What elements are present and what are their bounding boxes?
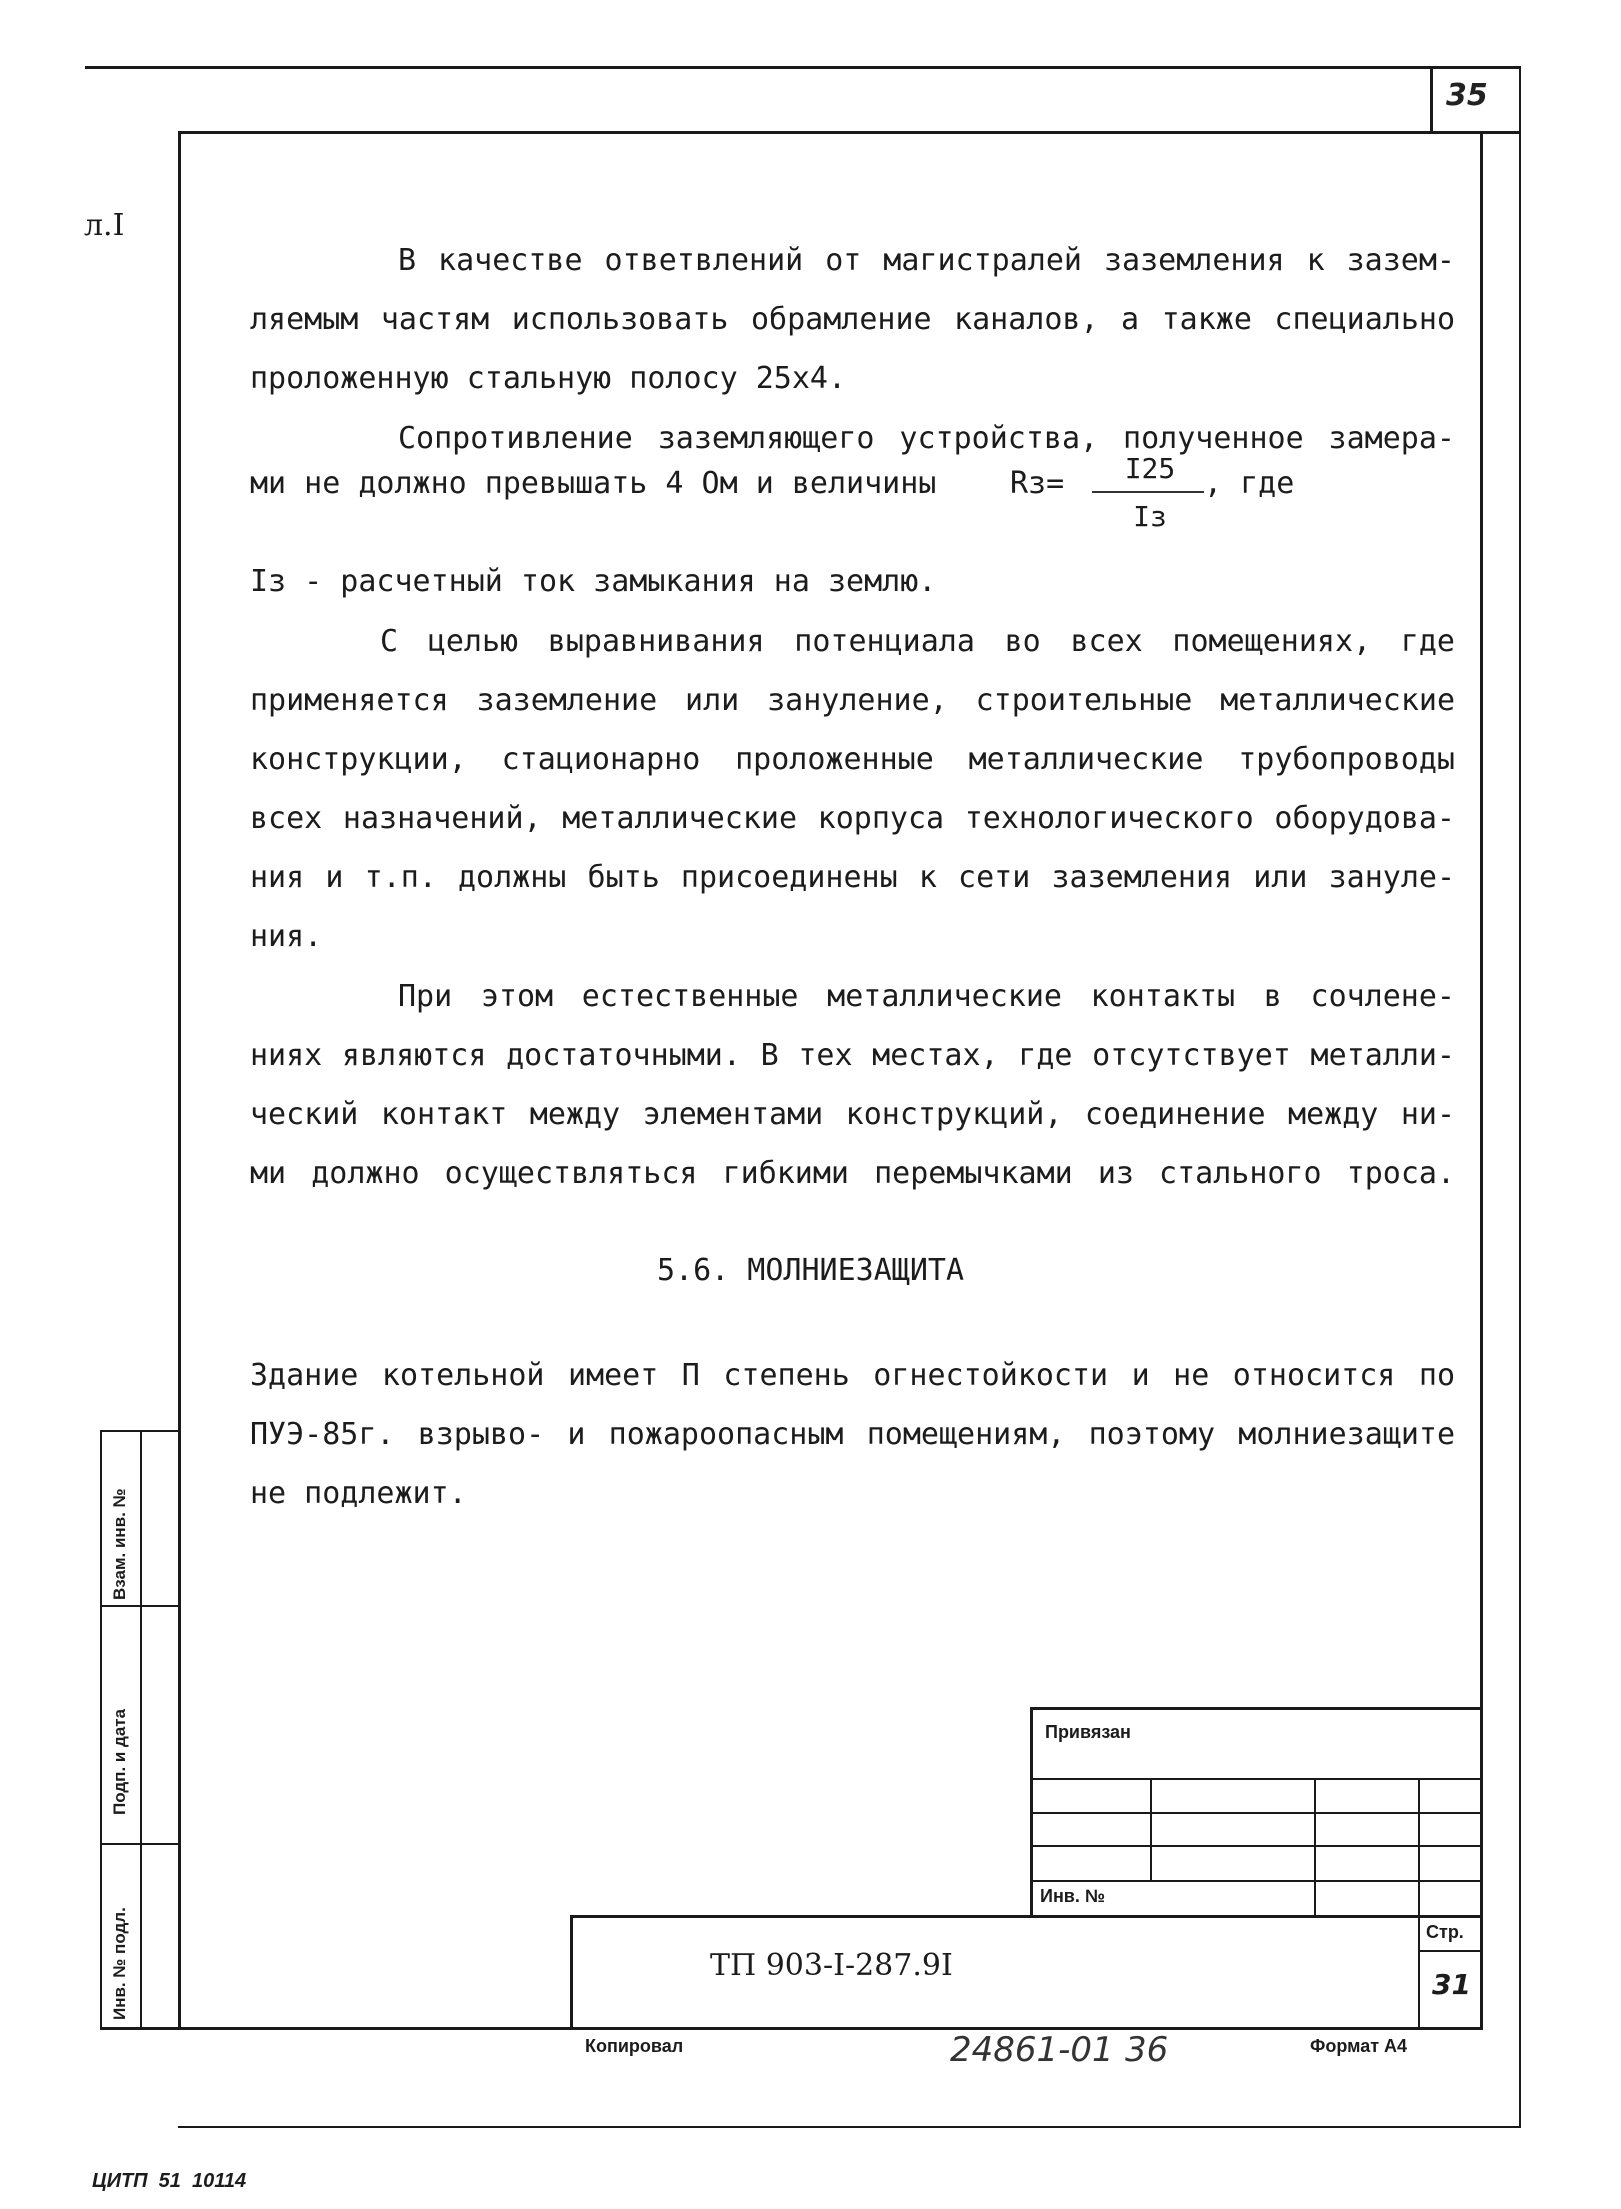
formula-numerator: I25 [1124, 452, 1176, 485]
paragraph-5 [250, 967, 1455, 1203]
text-line: не подлежит. [250, 1476, 467, 1511]
text-line: Здание котельной имеет П степень огнестойкости и не относится по [250, 1358, 1455, 1393]
outer-frame-bottom [178, 2126, 1521, 2128]
tb-row-3 [1030, 1845, 1482, 1847]
text-line: ческий контакт между элементами конструкций, соединение между ни- [250, 1097, 1455, 1132]
text-line: ПУЭ-85г. взрыво- и пожароопасным помещениям, поэтому молниезащите [250, 1417, 1455, 1452]
paragraph-4 [250, 612, 1455, 966]
page-cell-divider [1418, 1950, 1482, 1952]
text-line: С целью выравнивания потенциала во всех помещениях, где [380, 624, 1455, 659]
formula-lhs: Rз= [1010, 466, 1065, 501]
text-line: ми не должно превышать 4 Ом и величины [250, 466, 937, 501]
text-line: всех назначений, металлические корпуса технологического оборудова- [250, 801, 1455, 836]
tb-row-2 [1030, 1812, 1482, 1814]
text-line: ния. [250, 919, 323, 954]
inner-frame-left [178, 131, 181, 2029]
inner-frame-top [178, 131, 1520, 134]
paragraph-1 [250, 231, 1455, 408]
stamp-div-1 [100, 1605, 180, 1607]
print-code: ЦИТП 51 10114 [92, 2170, 247, 2192]
text-line: В качестве ответвлений от магистралей заземления к зазем- [398, 243, 1455, 278]
paragraph-2 [250, 409, 1455, 468]
bound-label: Привязан [1045, 1722, 1131, 1742]
paragraph-3 [250, 552, 1455, 611]
format-label: Формат А4 [1310, 2036, 1408, 2056]
page-number: 35 [1446, 78, 1488, 113]
doc-code: ТП 903-I-287.9I [710, 1948, 953, 1983]
text-line: применяется заземление или зануление, строительные металлические [250, 683, 1455, 718]
margin-note: л.I [84, 208, 125, 243]
page-label: Стр. [1426, 1922, 1464, 1942]
tb-row-1 [1030, 1778, 1482, 1780]
text-line: проложенную стальную полосу 25х4. [250, 361, 847, 396]
stamp-field-replaced-inv: Взам. инв. № [110, 1488, 129, 1600]
code-box-left [570, 1915, 573, 2028]
text-line: ми должно осуществляться гибкими перемычками из стального троса. [250, 1156, 1455, 1191]
text-line: ния и т.п. должны быть присоединены к сети заземления или зануле- [250, 860, 1455, 895]
code-box-top [570, 1915, 1482, 1918]
stamp-middle [140, 1430, 142, 2028]
page-number-box-left [1430, 66, 1433, 134]
paragraph-2-line-2 [250, 466, 936, 501]
fraction-bar [1092, 491, 1204, 493]
stamp-div-2 [100, 1843, 180, 1845]
text-line: Iз - расчетный ток замыкания на землю. [250, 564, 937, 599]
paragraph-6 [250, 1346, 1455, 1523]
formula-denominator: Iз [1133, 500, 1167, 533]
tb-col-3 [1418, 1778, 1420, 2028]
inner-frame-bottom [100, 2027, 1483, 2030]
stamp-top [100, 1430, 180, 1432]
section-heading: 5.6. МОЛНИЕЗАЩИТА [656, 1253, 965, 1288]
stamp-left [100, 1430, 102, 2028]
tb-row-4 [1030, 1880, 1482, 1882]
copied-label: Копировал [585, 2036, 684, 2056]
handwritten-number: 24861-01 [950, 2030, 1114, 2070]
tb-col-2 [1314, 1778, 1316, 1915]
tb-top [1030, 1707, 1482, 1710]
text-line: Сопротивление заземляющего устройства, полученное замера- [398, 421, 1455, 456]
outer-frame-right [1519, 66, 1521, 2126]
handwritten-sheet: 36 [1125, 2030, 1169, 2070]
stamp-field-signature-date: Подп. и дата [110, 1708, 129, 1815]
page-value: 31 [1432, 1968, 1471, 2001]
top-border [85, 66, 1520, 69]
text-line: При этом естественные металлические контакты в сочлене- [398, 979, 1455, 1014]
text-line: ляемым частям использовать обрамление каналов, а также специально [250, 302, 1455, 337]
text-line: ниях являются достаточными. В тех местах, где отсутствует металли- [250, 1038, 1455, 1073]
tb-col-1 [1150, 1778, 1152, 1880]
text-line: конструкции, стационарно проложенные металлические трубопроводы [250, 742, 1455, 777]
stamp-field-original-inv: Инв. № подл. [110, 1907, 129, 2020]
inv-label: Инв. № [1040, 1886, 1105, 1906]
inner-frame-right [1480, 131, 1483, 2029]
formula-suffix: , где [1204, 466, 1295, 501]
